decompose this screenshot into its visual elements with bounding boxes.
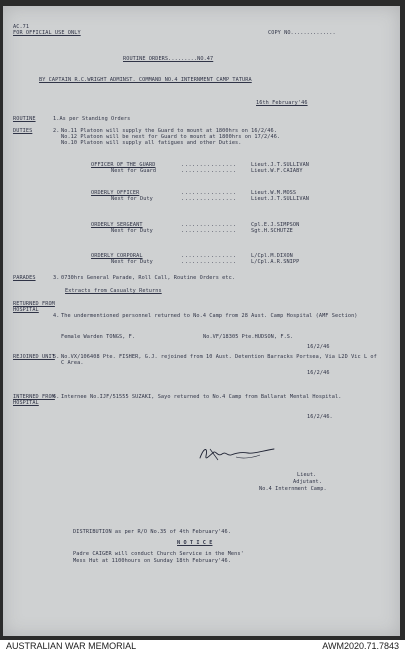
returned-label: RETURNED FROM HOSPITAL: [13, 301, 55, 313]
roster-dots: ...............: [181, 196, 237, 202]
orders-date: 16th February'46: [256, 100, 308, 106]
copy-number: COPY NO..............: [268, 30, 336, 36]
footer-accession-number: AWM2020.71.7843: [322, 641, 399, 651]
interned-number: 6.: [53, 394, 60, 400]
distribution-line: DISTRIBUTION as per R/O No.35 of 4th February'46.: [73, 529, 231, 535]
notice-heading: N O T I C E: [177, 540, 213, 546]
document-page: [3, 6, 400, 636]
authority-line: BY CAPTAIN R.C.WRIGHT ADMINST. COMMAND NO.4 INTERNMENT CAMP TATURA: [39, 77, 252, 83]
roster-next-label: Next for Duty: [111, 228, 153, 234]
roster-dots: ...............: [181, 259, 237, 265]
roster-role-officer-of-guard: OFFICER OF THE GUARD: [91, 162, 156, 168]
roster-next-name: L/Cpl.A.R.SNIPP: [251, 259, 300, 265]
roster-dots: ...............: [181, 190, 237, 196]
interned-label: INTERNED FROM HOSPITAL: [13, 394, 55, 406]
rejoined-label: REJOINED UNIT: [13, 354, 55, 360]
signature-role: Adjutant.: [293, 479, 323, 485]
signature-rank: Lieut.: [297, 472, 317, 478]
routine-label: ROUTINE: [13, 116, 36, 122]
routine-text: [53, 116, 130, 122]
routine-number: 1.: [53, 116, 60, 122]
returned-person: Female Warden TONGS, F.: [61, 334, 136, 340]
roster-name-orderly-corporal: L/Cpl.M.DIXON: [251, 253, 293, 259]
handwritten-signature: [196, 443, 278, 465]
classification-label: FOR OFFICIAL USE ONLY: [13, 30, 81, 36]
document-ref: AC.71: [13, 24, 30, 30]
parades-number: 3.: [53, 275, 60, 281]
returned-number: 4.: [53, 313, 60, 319]
notice-line-1: Padre CAIGER will conduct Church Service in the Mens': [73, 551, 244, 557]
duties-line-1: No.11 Platoon will supply the Guard to mount at 1800hrs on 16/2/46.: [61, 128, 277, 134]
roster-next-label: Next for Duty: [111, 196, 153, 202]
roster-role-orderly-corporal: ORDERLY CORPORAL: [91, 253, 143, 259]
notice-line-2: Mess Hut at 1100hours on Sunday 18th February'46.: [73, 558, 231, 564]
duties-number: 2.: [53, 128, 60, 134]
roster-dots: ...............: [181, 253, 237, 259]
roster-next-name: Lieut.J.T.SULLIVAN: [251, 196, 310, 202]
interned-text: Internee No.IJF/51555 SUZAKI, Sayo returned to No.4 Camp from Ballarat Mental Hospital.: [61, 394, 342, 400]
roster-next-label: Next for Guard: [111, 168, 157, 174]
rejoined-number: 5.: [53, 354, 60, 360]
roster-name-orderly-sergeant: Cpl.E.J.SIMPSON: [251, 222, 300, 228]
roster-name-officer-of-guard: Lieut.J.T.SULLIVAN: [251, 162, 310, 168]
duties-line-2: No.12 Platoon will be next for Guard to mount at 1800hrs on 17/2/46.: [61, 134, 281, 140]
rejoined-text: No.VX/106408 Pte. FISHER, G.J. rejoined from 10 Aust. Detention Barracks Portsea, Via L2D Vic L of C Area.: [61, 354, 377, 367]
parades-text: 0730hrs General Parade, Roll Call, Routine Orders etc.: [61, 275, 236, 281]
signature-unit: No.4 Internment Camp.: [259, 486, 327, 492]
roster-next-name: Lieut.W.F.CAIABY: [251, 168, 303, 174]
parades-label: PARADES: [13, 275, 36, 281]
duties-line-3: No.10 Platoon will supply all fatigues and other Duties.: [61, 140, 242, 146]
roster-name-orderly-officer: Lieut.W.M.MOSS: [251, 190, 297, 196]
duties-label: DUTIES: [13, 128, 33, 134]
returned-date: 16/2/46: [307, 344, 330, 350]
footer-institution: AUSTRALIAN WAR MEMORIAL: [6, 641, 137, 651]
routine-content: As per Standing Orders: [59, 116, 131, 122]
roster-role-orderly-officer: ORDERLY OFFICER: [91, 190, 140, 196]
orders-title: ROUTINE ORDERS.........NO.47: [123, 56, 214, 62]
returned-service-number: No.VF/18305 Pte.HUDSON, F.S.: [203, 334, 294, 340]
roster-dots: ...............: [181, 228, 237, 234]
returned-text: The undermentioned personnel returned to No.4 Camp from 28 Aust. Camp Hospital (AMF Section): [61, 313, 358, 319]
roster-dots: ...............: [181, 168, 237, 174]
interned-date: 16/2/46.: [307, 414, 333, 420]
rejoined-date: 16/2/46: [307, 370, 330, 376]
roster-dots: ...............: [181, 162, 237, 168]
footer-bar: [0, 640, 405, 653]
roster-role-orderly-sergeant: ORDERLY SERGEANT: [91, 222, 143, 228]
extracts-heading: Extracts from Casualty Returns: [65, 288, 162, 294]
roster-dots: ...............: [181, 222, 237, 228]
roster-next-label: Next for Duty: [111, 259, 153, 265]
roster-next-name: Sgt.H.SCHUTZE: [251, 228, 293, 234]
